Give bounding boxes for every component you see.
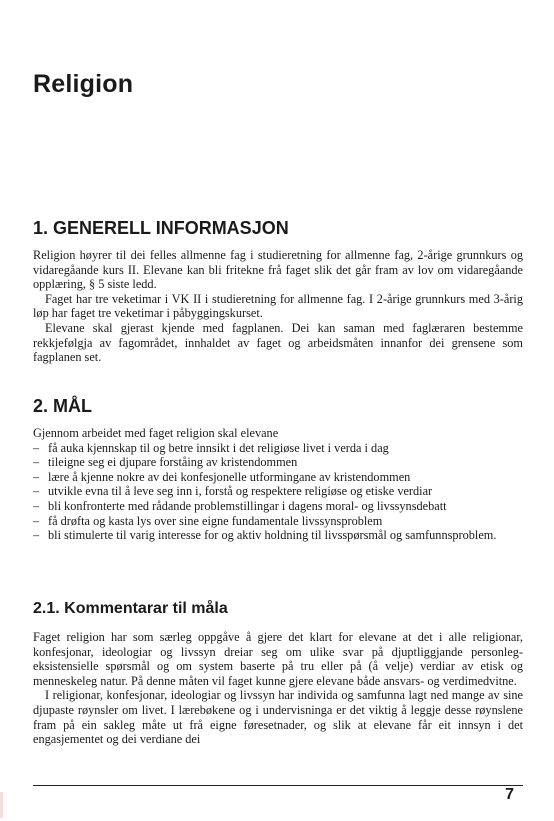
- list-item: – utvikle evna til å leve seg inn i, forstå og respektere religiøse og etiske verdiar: [33, 484, 523, 499]
- paragraph: Faget har tre veketimar i VK II i studieretning for allmenne fag. I 2-årige grunnkurs med 3-årig løp har faget tre veketimar i påbyggingskurset.: [33, 291, 523, 321]
- section-heading-goals: 2. MÅL: [33, 396, 93, 416]
- paragraph: Religion høyrer til dei felles allmenne fag i studieretning for allmenne fag, 2-årige grunnkurs og vidaregåande kurs II. Elevane kan bli fritekne frå faget slik det går fram av lov om vidaregåande opplæring, § 5 siste ledd.: [33, 248, 523, 292]
- list-item: – bli stimulerte til varig interesse for og aktiv holdning til livsspørsmål og samfunnsproblem.: [33, 528, 523, 543]
- list-item: – få auka kjennskap til og betre innsikt i det religiøse livet i verda i dag: [33, 441, 523, 456]
- paragraph: Faget religion har som særleg oppgåve å gjere det klart for elevane at det i alle religionar, konfesjonar, ideologiar og livssyn dreiar seg om ulike svar på djuptliggjande personleg-eksistensielle spørsmål og om system baserte på tru eller på (å velje) verdiar av etisk og menneskeleg natur. På denne måten vil faget kunne gjere elevane både ansvars- og verdimedvitne.: [33, 630, 523, 688]
- goals-list: [33, 441, 523, 543]
- paragraph: Elevane skal gjerast kjende med fagplanen. Dei kan saman med faglæraren bestemme rekkjefølgja av fagområdet, innhaldet av faget og arbeidsmåten innanfor dei grensene som fagplanen set.: [33, 320, 523, 365]
- section-goal-comments-body: [33, 630, 523, 747]
- page-title: Religion: [33, 70, 134, 98]
- section-general-information-body: [33, 248, 523, 365]
- section-heading-goal-comments: 2.1. Kommentarar til måla: [33, 600, 228, 617]
- page-edge-mark: [0, 792, 3, 818]
- list-item: – bli konfronterte med rådande problemstillingar i dagens moral- og livssynsdebatt: [33, 499, 523, 514]
- list-item: – lære å kjenne nokre av dei konfesjonelle utformingane av kristendommen: [33, 470, 523, 485]
- section-heading-general-information: 1. GENERELL INFORMASJON: [33, 218, 289, 238]
- list-item: – tileigne seg ei djupare forståing av kristendommen: [33, 455, 523, 470]
- list-item: – få drøfta og kasta lys over sine eigne fundamentale livssynsproblem: [33, 514, 523, 529]
- page-number: 7: [505, 786, 514, 803]
- goals-intro: Gjennom arbeidet med faget religion skal elevane: [33, 426, 279, 440]
- footer-rule: [33, 785, 523, 786]
- paragraph: I religionar, konfesjonar, ideologiar og livssyn har individa og samfunna lagt ned mange av sine djupaste røynsler om livet. I lærebøkene og i undervisninga er det viktig å leggje desse røynslene fram på ein sakleg måte ut frå eigne føresetnader, og slik at elevane får eit innsyn i det engasjementet og dei verdiane dei: [33, 688, 523, 747]
- section-goals-body: [33, 426, 523, 543]
